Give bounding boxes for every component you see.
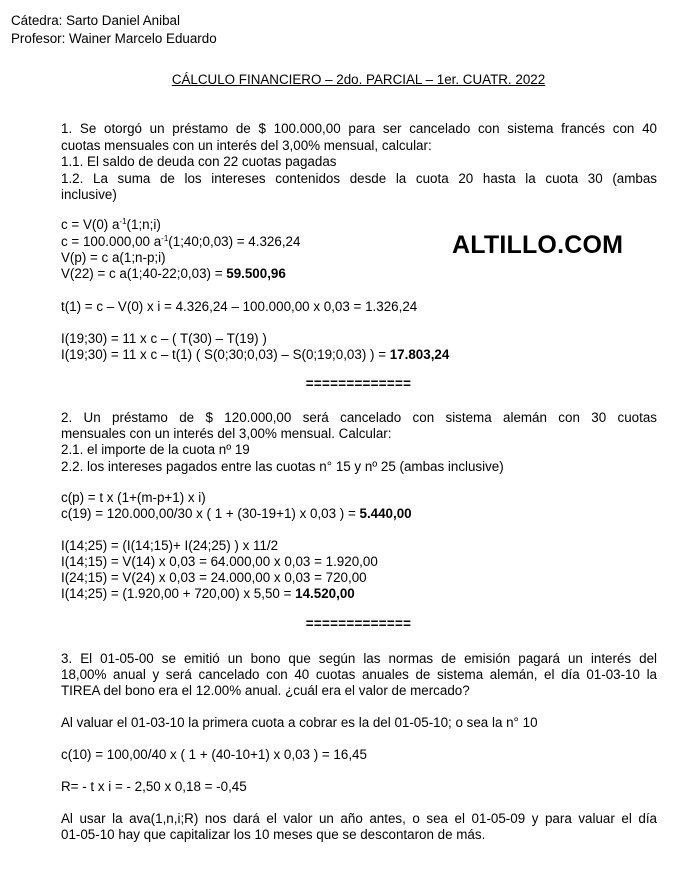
separator-1: =============	[305, 376, 412, 391]
p3-formula-cuota: c(10) = 100,00/40 x ( 1 + (40-10+1) x 0,03 ) = 16,45	[61, 747, 367, 762]
p1-formula-cuota-value: c = 100.000,00 $a^{-1}(1;40;0,03) = 4.326,24$	[61, 234, 301, 249]
p3-explanation-line1: Al usar la ava(1,n,i;R) nos dará el valor un año antes, o sea el 01-05-09 y para valuar el día	[61, 811, 657, 826]
p1-answer-intereses: 17.803,24	[389, 347, 450, 362]
p2-result-intereses: I(14;25) = (1.920,00 + 720,00) x 5,50 = 14.520,00	[61, 586, 355, 601]
separator-2: =============	[305, 616, 412, 631]
p1-result-saldo: V(22) = c a(1;40-22;0,03) = 59.500,96	[61, 266, 286, 281]
p2-answer-intereses: 14.520,00	[295, 586, 355, 601]
p1-formula-saldo: V(p) = c a(1;n-p;i)	[61, 250, 166, 265]
p3-formula-r: R= - t x i = - 2,50 x 0,18 = -0,45	[61, 779, 247, 794]
p3-explanation-line2: 01-05-10 hay que capitalizar los 10 meses que se descontaron de más.	[61, 827, 486, 842]
p3-statement-line1: 3. El 01-05-00 se emitió un bono que según las normas de emisión pagará un interés del	[61, 651, 657, 666]
catedra-line: Cátedra: Sarto Daniel Anibal	[11, 13, 180, 28]
p2-question-2-1: 2.1. el importe de la cuota nº 19	[61, 442, 250, 457]
exam-title: CÁLCULO FINANCIERO – 2do. PARCIAL – 1er. CUATR. 2022	[171, 72, 546, 87]
p2-calc-i24-15: I(24;15) = V(24) x 0,03 = 24.000,00 x 0,03 = 720,00	[61, 570, 367, 585]
p3-statement-line2: 18,00% anual y será cancelado con 40 cuotas anuales de sistema alemán, el día 01-03-10 la	[61, 667, 657, 682]
p1-formula-intereses: I(19;30) = 11 x c – ( T(30) – T(19) )	[61, 331, 267, 346]
p1-answer-saldo: 59.500,96	[226, 266, 286, 281]
p3-statement-line3: TIREA del bono era el 12.00% anual. ¿cuál era el valor de mercado?	[61, 683, 470, 698]
profesor-line: Profesor: Wainer Marcelo Eduardo	[11, 31, 217, 46]
p1-question-1-2-line2: inclusive)	[61, 187, 117, 202]
altillo-watermark: ALTILLO.COM	[452, 231, 624, 259]
p2-formula-cuota: c(p) = t x (1+(m-p+1) x i)	[61, 490, 206, 505]
p2-result-cuota: c(19) = 120.000,00/30 x ( 1 + (30-19+1) x 0,03 ) = 5.440,00	[61, 506, 412, 521]
p1-question-1-1: 1.1. El saldo de deuda con 22 cuotas pagadas	[61, 154, 337, 169]
p1-statement-line2: cuotas mensuales con un interés del 3,00% mensual, calcular:	[61, 138, 432, 153]
p2-calc-i14-15: I(14;15) = V(14) x 0,03 = 64.000,00 x 0,03 = 1.920,00	[61, 554, 378, 569]
p2-statement-line2: mensuales con un interés del 3,00% mensual. Calcular:	[61, 426, 392, 441]
p1-formula-cuota: c = V(0) $a^{-1}(1;n;i)$	[61, 217, 161, 232]
p1-statement-line1: 1. Se otorgó un préstamo de $ 100.000,00 para ser cancelado con sistema francés con 40	[61, 121, 657, 136]
p1-question-1-2-line1: 1.2. La suma de los intereses contenidos desde la cuota 20 hasta la cuota 30 (ambas	[61, 171, 657, 186]
p2-answer-cuota: 5.440,00	[359, 506, 412, 521]
p2-question-2-2: 2.2. los intereses pagados entre las cuotas n° 15 y nº 25 (ambas inclusive)	[61, 459, 504, 474]
p2-statement-line1: 2. Un préstamo de $ 120.000,00 será cancelado con sistema alemán con 30 cuotas	[61, 410, 657, 425]
p1-result-intereses: I(19;30) = 11 x c – t(1) ( S(0;30;0,03) – S(0;19;0,03) ) = 17.803,24	[61, 347, 450, 362]
p3-first-cuota-note: Al valuar el 01-03-10 la primera cuota a cobrar es la del 01-05-10; o sea la n° 10	[61, 715, 538, 730]
p2-formula-intereses: I(14;25) = (I(14;15)+ I(24;25) ) x 11/2	[61, 538, 279, 553]
p1-formula-t1: t(1) = c – V(0) x i = 4.326,24 – 100.000,00 x 0,03 = 1.326,24	[61, 299, 418, 314]
